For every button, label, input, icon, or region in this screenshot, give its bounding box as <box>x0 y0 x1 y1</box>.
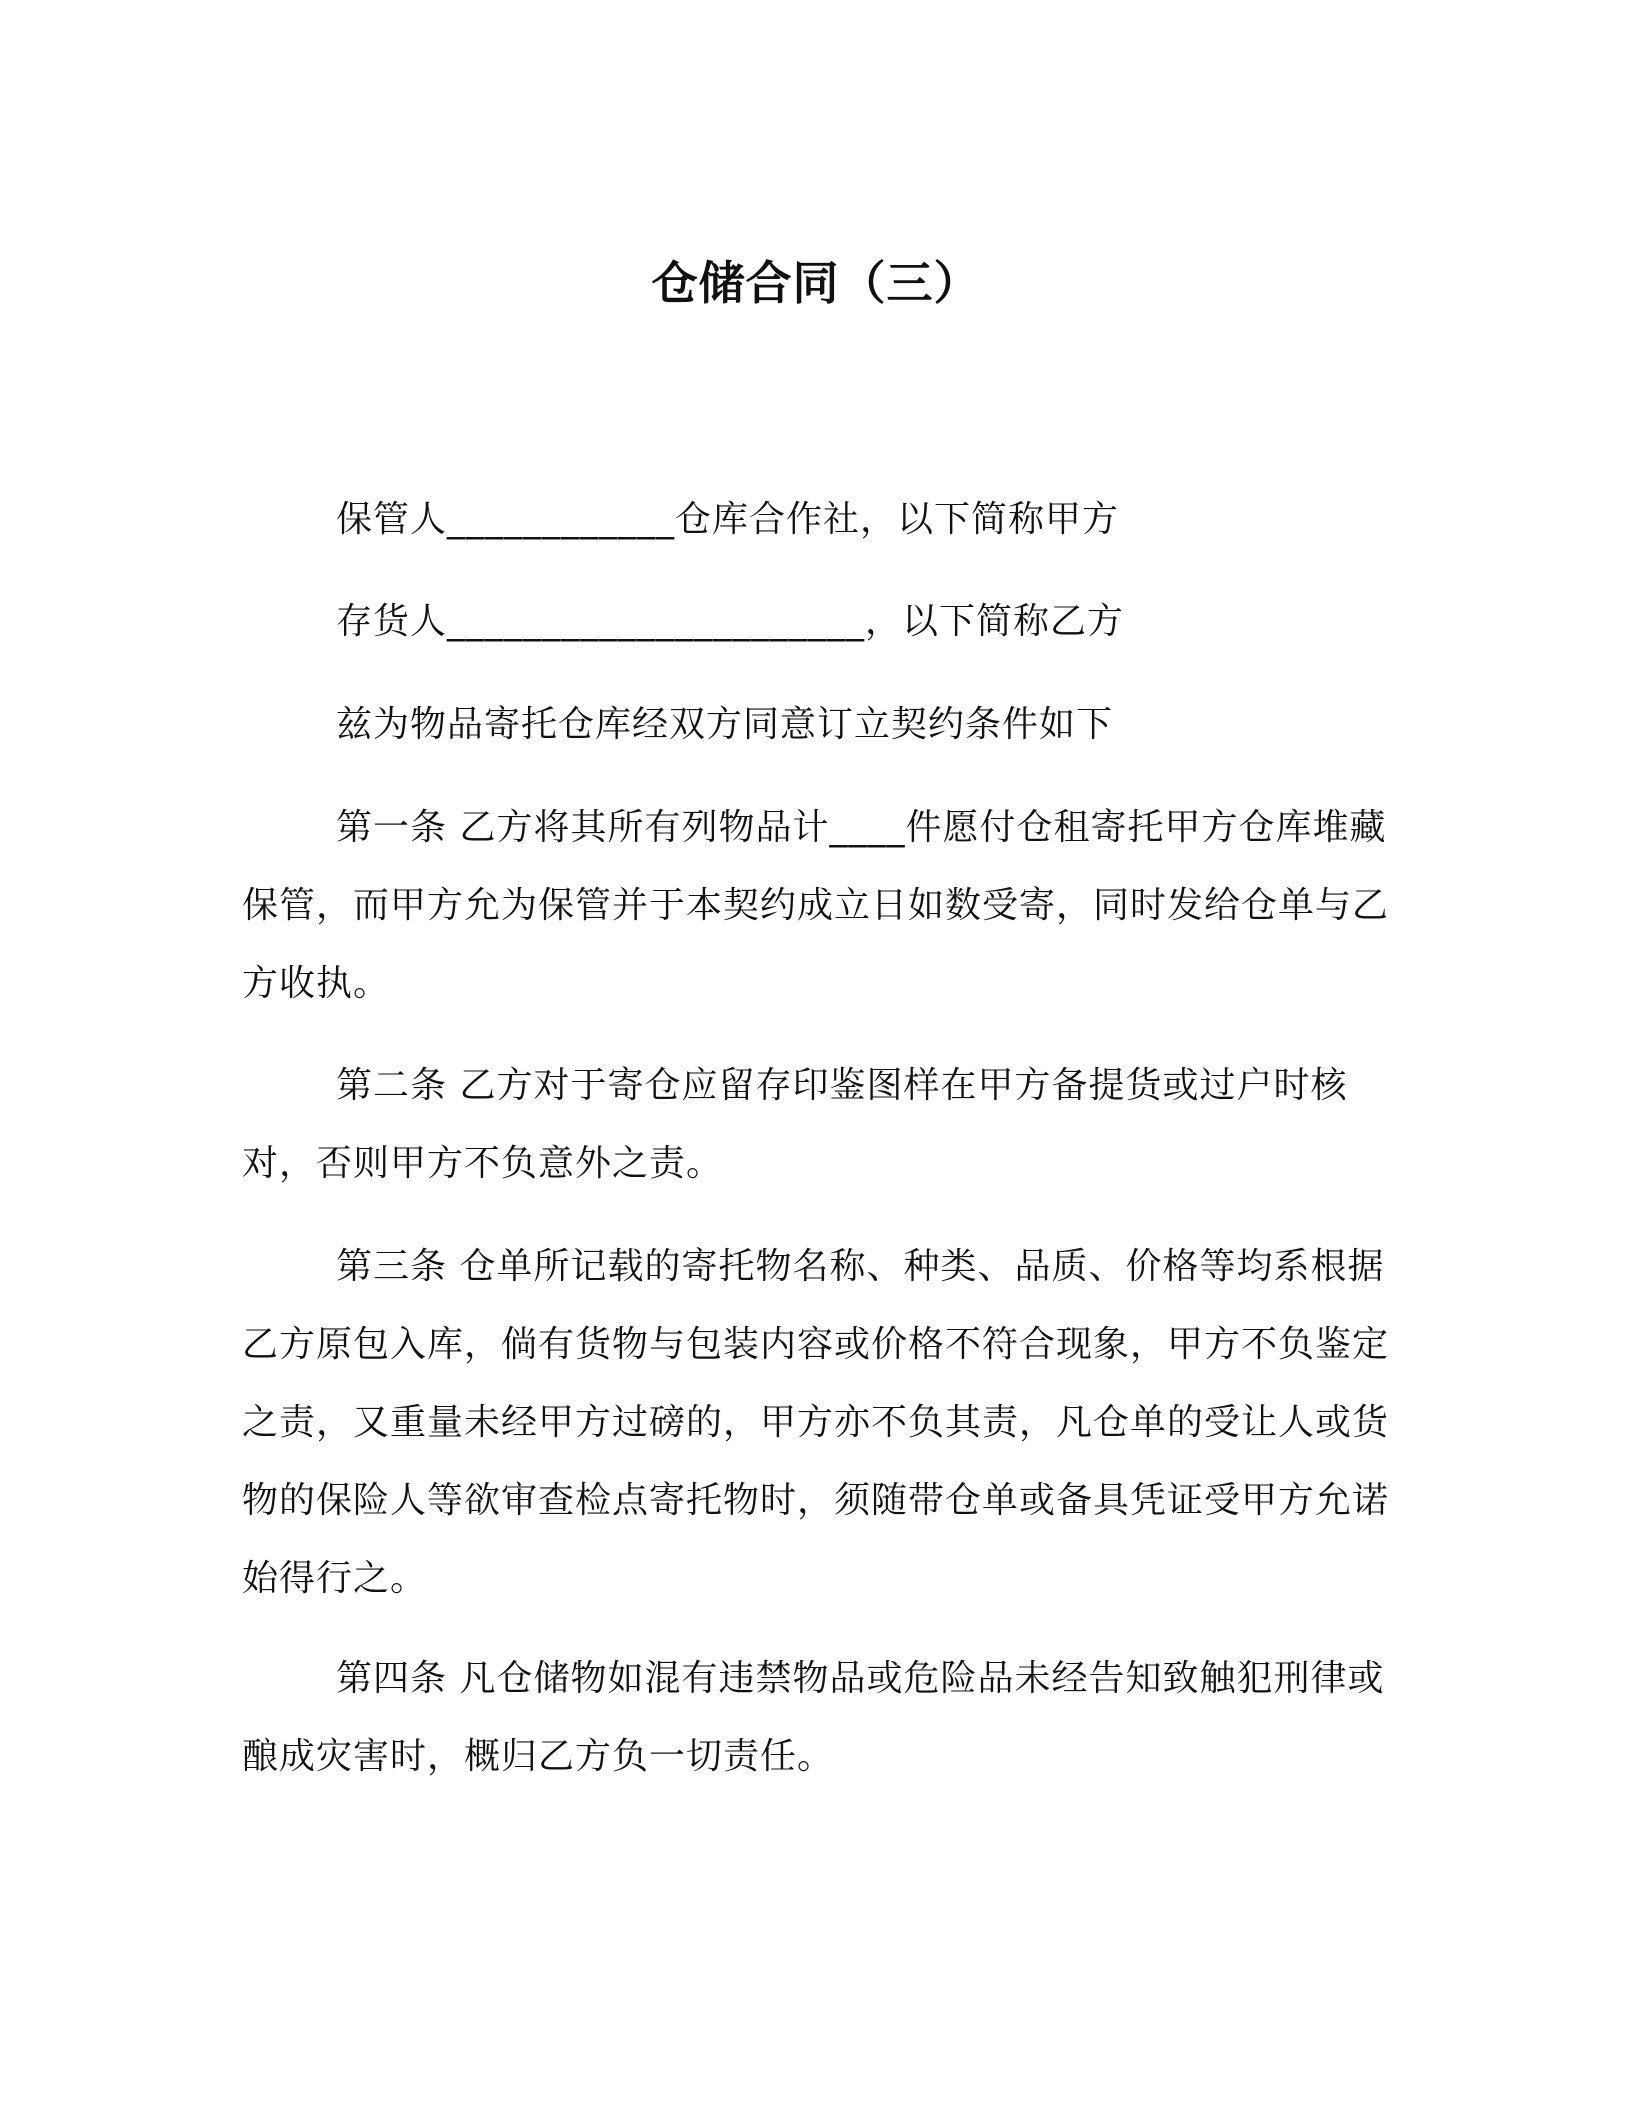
preamble: 兹为物品寄托仓库经双方同意订立契约条件如下 <box>336 704 1114 745</box>
document-title: 仓储合同（三） <box>651 255 981 310</box>
clause-3: 第三条 仓单所记载的寄托物名称、种类、品质、价格等均系根据乙方原包入库，倘有货物与包装内容或价格不符合现象，甲方不负鉴定之责，又重量未经甲方过磅的，甲方亦不负其责，凡仓单的受让人或货物的保险人等欲审查检点寄托物时，须随带仓单或备具凭证受甲方允诺始得行之。 <box>242 1246 1390 1599</box>
party-a-line: 保管人____________仓库合作社，以下简称甲方 <box>336 499 1120 540</box>
clause-1: 第一条 乙方将其所有列物品计____件愿付仓租寄托甲方仓库堆藏保管，而甲方允为保管并于本契约成立日如数受寄，同时发给仓单与乙方收执。 <box>242 807 1390 1004</box>
party-b-line: 存货人______________________，以下简称乙方 <box>336 601 1125 642</box>
clause-2: 第二条 乙方对于寄仓应留存印鉴图样在甲方备提货或过户时核对，否则甲方不负意外之责。 <box>242 1065 1348 1184</box>
clause-4: 第四条 凡仓储物如混有违禁物品或危险品未经告知致触犯刑律或酿成灾害时，概归乙方负一切责任。 <box>242 1658 1385 1777</box>
